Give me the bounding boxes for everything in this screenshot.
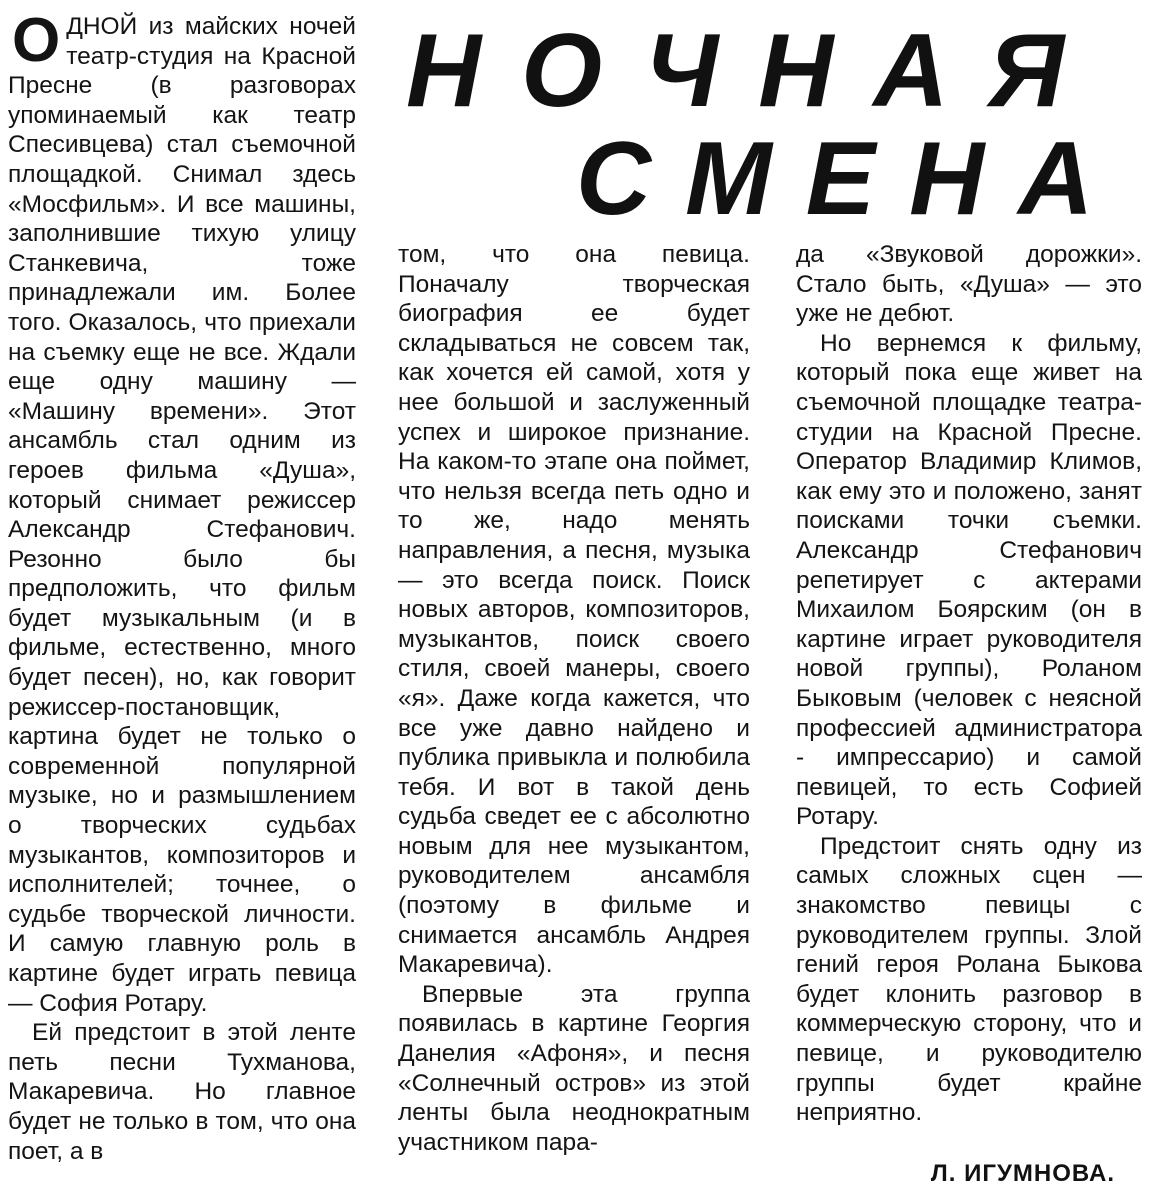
article-column-1 [8,6,356,1166]
paragraph: том, что она певица. Поначалу творческая биография ее будет складываться не совсем так, как хочется ей самой, хотя у нее большой и заслуженный успех и широкое признание. На каком-то этапе она поймет, что нельзя всегда петь одно и то же, надо менять направления, а песня, музыка — это всегда поиск. Поиск новых авторов, композиторов, музыкантов, поиск своего стиля, своей манеры, своего «я». Даже когда кажется, что все уже давно найдено и публика привыкла и полюбила тебя. И вот в такой день судьба сведет ее с абсолютно новым для нее музыкантом, руководителем ансамбля (поэтому в фильме и снимается ансамбль Андрея Макаревича). [398,241,750,979]
paragraph: Ей предстоит в этой ленте петь песни Тухманова, Макаревича. Но главное будет не только в том, что она поет, а в [8,1019,356,1165]
drop-cap: О [12,6,61,75]
author-byline: Л. ИГУМНОВА. [930,1160,1115,1187]
paragraph: Предстоит снять одну из самых сложных сцен — знакомство певицы с руководителем группы. Злой гений героя Ролана Быкова будет клонить разговор в коммерческую сторону, что и певице, и руководителю группы будет крайне неприятно. [796,832,1142,1127]
headline-line-1: НОЧНАЯ [406,13,1105,129]
headline-line-2: СМЕНА [576,121,1128,237]
paragraph: Но вернемся к фильму, который пока еще живет на съемочной площадке театра-студии на Красной Пресне. Оператор Владимир Климов, как ему это и положено, занят поисками точки съемки. Александр Стефанович репетирует с актерами Михаилом Боярским (он в картине играет руководителя новой группы), Роланом Быковым (человек с неясной профессией администратора - импрессарио) и самой певицей, то есть Софией Ротару. [796,329,1142,831]
paragraph: Впервые эта группа появилась в картине Георгия Данелия «Афоня», и песня «Солнечный остров» из этой ленты была неоднократным участником пара- [398,980,750,1156]
paragraph-text: ДНОЙ из майских ночей театр-студия на Красной Пресне (в разговорах упоминаемый как театр Спесивцева) стал съемочной площадкой. Снимал здесь «Мосфильм». И все машины, заполнившие тихую улицу Станкевича, тоже принадлежали им. Более того. Оказалось, что приехали на съемку еще не все. Ждали еще одну машину — «Машину времени». Этот ансамбль стал одним из героев фильма «Душа», который снимает режиссер Александр Стефанович. Резонно было бы предположить, что фильм будет музыкальным (и в фильме, естественно, много будет песен), но, как говорит режиссер-постановщик, картина будет не только о современной популярной музыке, но и размышлением о творческих судьбах музыкантов, композиторов и исполнителей; точнее, о судьбе творческой личности. И самую главную роль в картине будет играть певица — София Ротару. [8,13,356,1017]
article-column-3 [796,240,1142,1128]
paragraph: да «Звуковой дорожки». Стало быть, «Душа» — это уже не дебют. [796,241,1142,328]
paragraph [8,6,356,1018]
article-column-2 [398,240,750,1157]
